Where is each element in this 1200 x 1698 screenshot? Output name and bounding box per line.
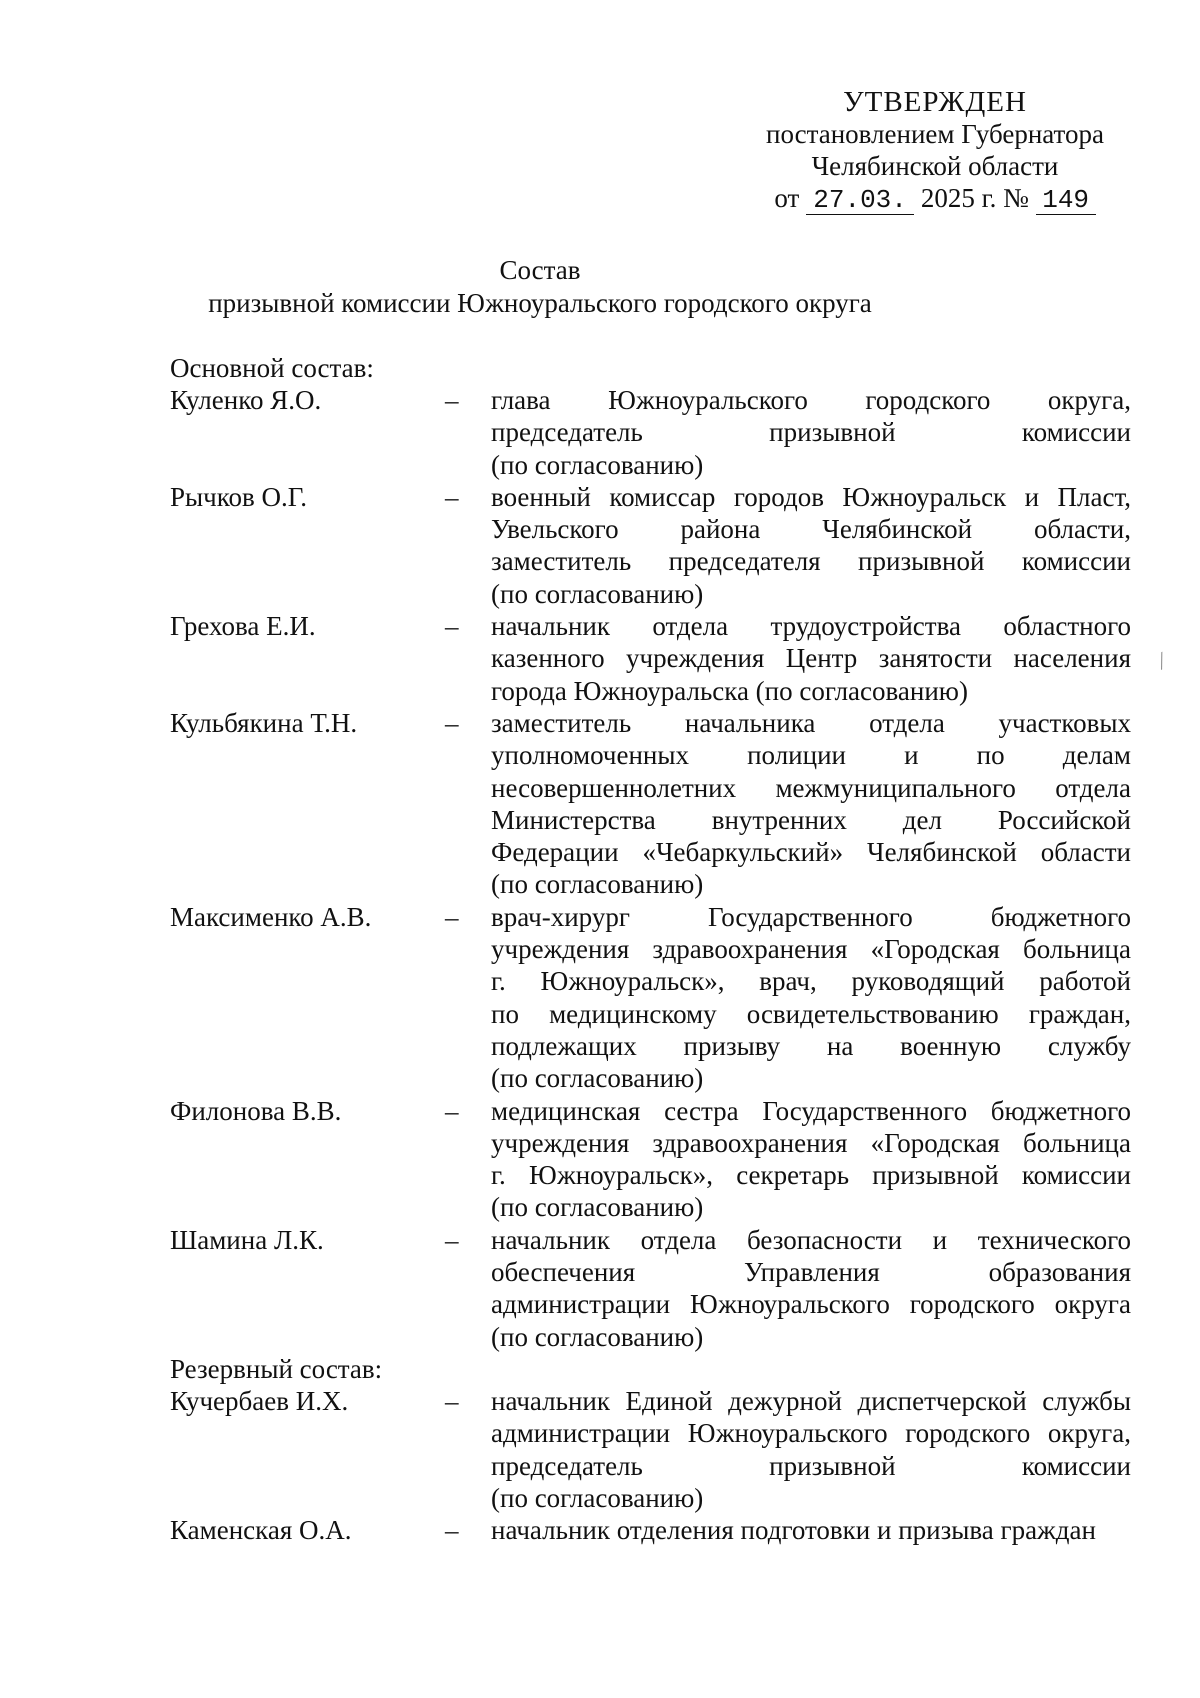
document-heading bbox=[140, 254, 940, 320]
member-name: Шамина Л.К. bbox=[170, 1224, 324, 1255]
reserve-section-title: Резервный состав: bbox=[170, 1353, 383, 1384]
scan-mark: ⁄ bbox=[1152, 649, 1171, 672]
member-role-line: Министерства внутренних дел Российской bbox=[491, 804, 1131, 835]
member-role-line: начальник отдела трудоустройства областного bbox=[491, 611, 1131, 642]
approval-line-2: Челябинской области bbox=[811, 151, 1059, 181]
member-row bbox=[170, 1095, 1145, 1224]
member-row bbox=[170, 481, 1145, 610]
member-role-line: медицинская сестра Государственного бюджетного bbox=[491, 1095, 1131, 1126]
member-dash: – bbox=[445, 481, 459, 512]
member-dash: – bbox=[445, 1095, 459, 1126]
member-name: Каменская О.А. bbox=[170, 1515, 352, 1546]
member-dash: – bbox=[445, 901, 459, 932]
member-role-line: подлежащих призыву на военную службу bbox=[491, 1030, 1131, 1061]
member-role-line: начальник отделения подготовки и призыва граждан bbox=[491, 1515, 1096, 1546]
member-role-line: начальник Единой дежурной диспетчерской службы bbox=[491, 1385, 1131, 1416]
member-row bbox=[170, 1514, 1145, 1546]
member-row bbox=[170, 610, 1145, 707]
member-row bbox=[170, 1224, 1145, 1353]
member-name: Рычков О.Г. bbox=[170, 481, 308, 512]
member-role-line: казенного учреждения Центр занятости населения bbox=[491, 643, 1131, 674]
member-dash: – bbox=[445, 1224, 459, 1255]
member-role-line: (по согласованию) bbox=[491, 869, 704, 900]
approval-title: УТВЕРЖДЕН bbox=[843, 86, 1027, 118]
member-role bbox=[491, 1095, 1131, 1224]
member-role-line: начальник отдела безопасности и технического bbox=[491, 1224, 1131, 1255]
member-name: Куленко Я.О. bbox=[170, 385, 322, 415]
member-role-line: Увельского района Челябинской области, bbox=[491, 514, 1131, 545]
member-role-line: (по согласованию) bbox=[491, 1482, 704, 1513]
member-role-line: заместитель начальника отдела участковых bbox=[491, 707, 1131, 738]
member-role-line: администрации Южноуральского городского округа, bbox=[491, 1418, 1131, 1449]
member-role-line: председатель призывной комиссии bbox=[491, 1450, 1131, 1481]
member-row bbox=[170, 901, 1145, 1095]
member-role-line: администрации Южноуральского городского округа bbox=[491, 1289, 1131, 1320]
member-role-line: г. Южноуральск», секретарь призывной комиссии bbox=[491, 1160, 1131, 1191]
member-role bbox=[491, 481, 1131, 610]
member-name: Кучербаев И.Х. bbox=[170, 1385, 349, 1416]
date-prefix: от bbox=[774, 183, 800, 213]
commission-list bbox=[170, 352, 1145, 1546]
member-row bbox=[170, 384, 1145, 481]
member-role-line: уполномоченных полиции и по делам bbox=[491, 740, 1131, 771]
member-role-line: учреждения здравоохранения «Городская больница bbox=[491, 1127, 1131, 1158]
member-dash: – bbox=[445, 385, 459, 415]
member-role-line: (по согласованию) bbox=[491, 1321, 704, 1352]
heading-line-1: Состав bbox=[499, 255, 581, 285]
member-role bbox=[491, 707, 1131, 901]
member-role-line: несовершеннолетних межмуниципального отдела bbox=[491, 772, 1131, 803]
member-role-line: Федерации «Чебаркульский» Челябинской области bbox=[491, 837, 1131, 868]
approval-number: 149 bbox=[1036, 186, 1096, 215]
member-role-line: (по согласованию) bbox=[491, 1192, 704, 1223]
approval-year: 2025 г. № bbox=[920, 183, 1029, 213]
member-role-line: обеспечения Управления образования bbox=[491, 1257, 1131, 1288]
approval-stamp bbox=[650, 86, 1200, 215]
member-role bbox=[491, 384, 1131, 481]
member-role-line: учреждения здравоохранения «Городская больница bbox=[491, 934, 1131, 965]
member-role-line: (по согласованию) bbox=[491, 578, 704, 609]
member-name: Кульбякина Т.Н. bbox=[170, 707, 358, 738]
member-dash: – bbox=[445, 707, 459, 738]
member-role-line: города Южноуральска (по согласованию) bbox=[491, 675, 968, 706]
member-role-line: председатель призывной комиссии bbox=[491, 417, 1131, 448]
member-role bbox=[491, 1514, 1131, 1546]
member-role-line: заместитель председателя призывной комиссии bbox=[491, 546, 1131, 577]
member-role-line: г. Южноуральск», врач, руководящий работой bbox=[491, 966, 1131, 997]
approval-line-1: постановлением Губернатора bbox=[766, 119, 1104, 149]
member-role bbox=[491, 901, 1131, 1095]
member-dash: – bbox=[445, 1385, 459, 1416]
member-name: Филонова В.В. bbox=[170, 1095, 342, 1126]
member-role-line: военный комиссар городов Южноуральск и Пласт, bbox=[491, 481, 1131, 512]
approval-date-line bbox=[774, 182, 1095, 215]
approval-date-value: 27.03. bbox=[806, 186, 914, 215]
member-role-line: (по согласованию) bbox=[491, 1063, 704, 1094]
member-dash: – bbox=[445, 1515, 459, 1546]
heading-line-2: призывной комиссии Южноуральского городского округа bbox=[208, 288, 872, 318]
main-section-title: Основной состав: bbox=[170, 353, 374, 383]
member-role bbox=[491, 1385, 1131, 1514]
member-row bbox=[170, 1385, 1145, 1514]
main-members bbox=[170, 384, 1145, 1353]
member-role bbox=[491, 610, 1131, 707]
member-role-line: врач-хирург Государственного бюджетного bbox=[491, 901, 1131, 932]
member-row bbox=[170, 707, 1145, 901]
reserve-members bbox=[170, 1385, 1145, 1546]
member-dash: – bbox=[445, 611, 459, 642]
member-role bbox=[491, 1224, 1131, 1353]
member-name: Грехова Е.И. bbox=[170, 611, 316, 642]
member-role-line: глава Южноуральского городского округа, bbox=[491, 385, 1131, 415]
member-role-line: по медицинскому освидетельствованию граждан, bbox=[491, 998, 1131, 1029]
member-name: Максименко А.В. bbox=[170, 901, 372, 932]
member-role-line: (по согласованию) bbox=[491, 449, 704, 480]
